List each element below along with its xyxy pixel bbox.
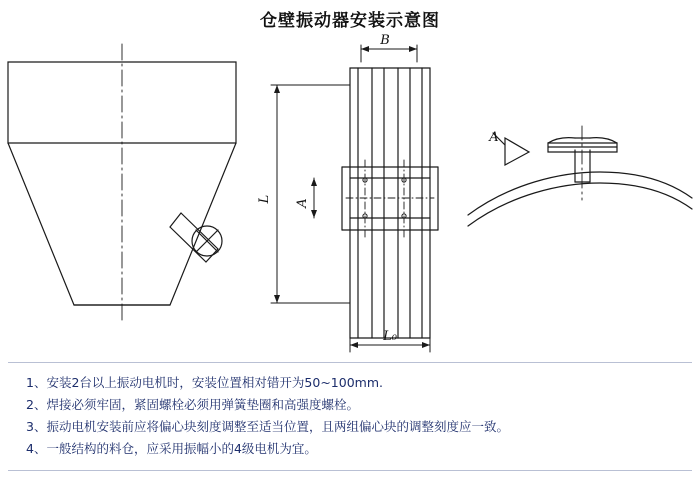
label-b: B bbox=[380, 33, 390, 48]
notes-list bbox=[26, 372, 686, 460]
divider-bottom bbox=[8, 470, 692, 471]
detail-view-section bbox=[468, 126, 692, 226]
page-title: 仓壁振动器安装示意图 bbox=[260, 11, 440, 31]
note-item: 4、一般结构的料仓，应采用振幅小的4级电机为宜。 bbox=[26, 441, 317, 456]
vibrator-motor-left bbox=[170, 213, 222, 262]
mounting-plate bbox=[342, 68, 438, 338]
dimension-l bbox=[271, 85, 350, 303]
note-item: 3、振动电机安装前应将偏心块刻度调整至适当位置，且两组偏心块的调整刻度应一致。 bbox=[26, 419, 509, 434]
note-item: 2、焊接必须牢固，紧固螺栓必须用弹簧垫圈和高强度螺栓。 bbox=[26, 397, 359, 412]
label-l0: L₀ bbox=[383, 329, 397, 344]
label-a: A bbox=[295, 198, 310, 208]
label-l: L bbox=[257, 194, 272, 204]
bolt-hole-marks bbox=[346, 160, 434, 240]
label-detail-a: A bbox=[489, 130, 499, 145]
divider-top bbox=[8, 362, 692, 363]
note-item: 1、安装2台以上振动电机时，安装位置相对错开为50~100mm. bbox=[26, 375, 383, 390]
dimension-a bbox=[311, 178, 317, 218]
